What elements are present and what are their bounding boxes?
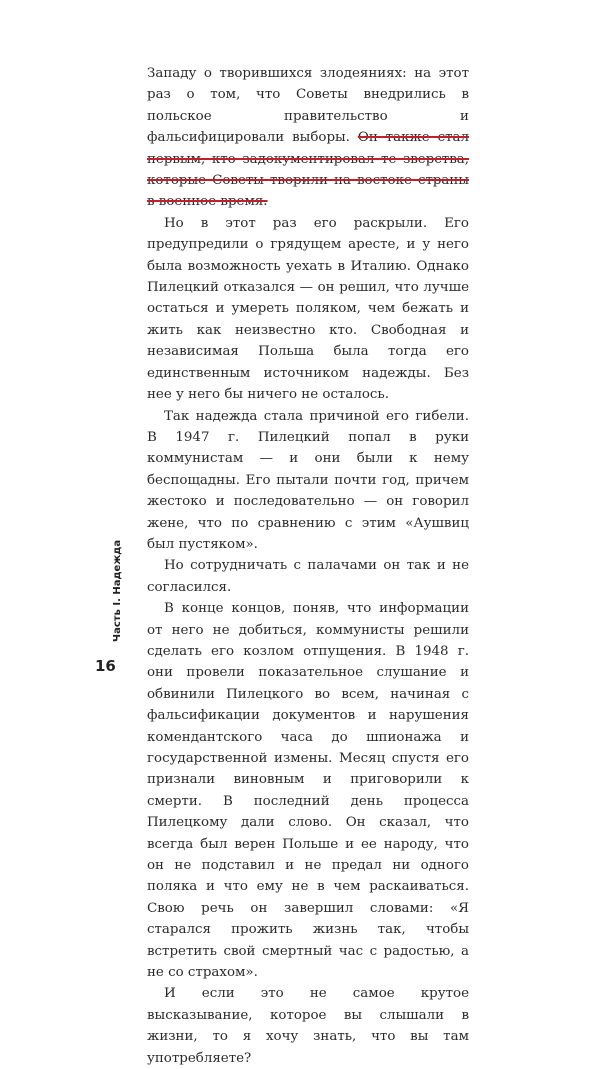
page-number: 16 xyxy=(95,657,116,675)
paragraph-5: В конце концов, поняв, что информации от него не добиться, коммунисты решили сделать его козлом отпущения. В 1948 г. они провели показательное слушание и обвинили Пилецкого во всем, начиная с фальсификации документов и нарушения комендантского часа до шпионажа и государственной измены. Месяц спустя его признали виновным и приговорили к смерти. В последний день процесса Пилецкому дали слово. Он сказал, что всегда был верен Польше и ее народу, что он не подставил и не предал ни одного поляка и что ему не в чем раскаиваться. Свою речь он завершил словами: «Я старался прожить жизнь так, чтобы встретить свой смертный час с радостью, а не со страхом». xyxy=(147,601,469,981)
paragraph-3: Так надежда стала причиной его гибели. В 1947 г. Пилецкий попал в руки коммунистам — и они были к нему беспощадны. Его пытали почти год, причем жестоко и последовательно — он говорил жене, что по сравнению с этим «Аушвиц был пустяком». xyxy=(147,408,469,552)
paragraph-6: И если это не самое крутое высказывание, которое вы слышали в жизни, то я хочу знать, что вы там употребляете? xyxy=(147,986,469,1066)
paragraph-2: Но в этот раз его раскрыли. Его предупредили о грядущем аресте, и у него была возможность уехать в Италию. Однако Пилецкий отказался — он решил, что лучше остаться и умереть поляком, чем бежать и жить как неизвестно кто. Свободная и независимая Польша была тогда его единственным источником надежды. Без нее у него бы ничего не осталось. xyxy=(147,215,469,403)
paragraph-1-text: Западу о творившихся злодеяниях: на этот раз о том, что Советы внедрились в польское правительство и фальсифицировали выборы. xyxy=(147,66,469,146)
body-text xyxy=(147,63,469,1069)
paragraph-1 xyxy=(147,63,469,213)
paragraph-4: Но сотрудничать с палачами он так и не согласился. xyxy=(147,558,469,595)
struck-sentence: Он также стал первым, кто задокументировал те зверства, которые Советы творили на востоке страны в военное время. xyxy=(147,130,469,210)
running-head: Часть I. Надежда xyxy=(112,539,123,642)
